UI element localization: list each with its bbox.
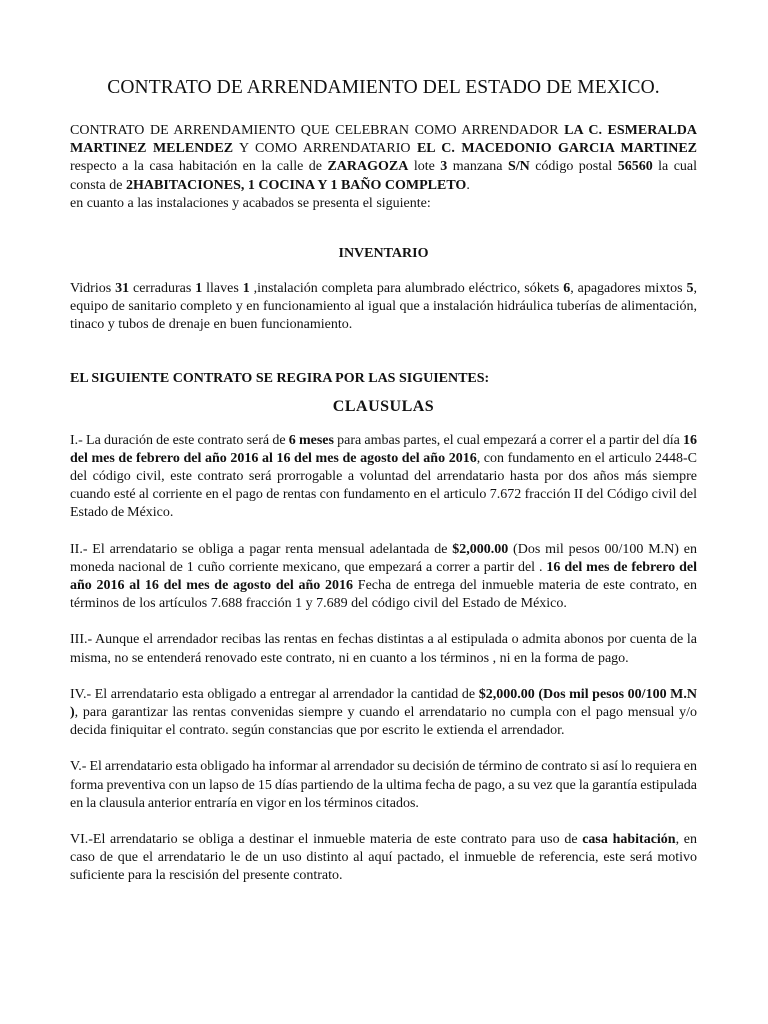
inventario-text: cerraduras — [129, 281, 196, 297]
clausula-text: V.- El arrendatario esta obligado ha informar al arrendador su decisión de término de contrato si así lo requiera en forma preventiva con un lapso de 15 días partiendo de la ultima fecha de pago, a su vez que la garantía estipulada en la clausula anterior entraría en vigor en los términos citados. — [70, 759, 697, 811]
property-use: casa habitación — [582, 832, 676, 848]
cerraduras-count: 1 — [195, 281, 203, 297]
inventario-paragraph — [70, 280, 697, 335]
intro-text: manzana — [447, 159, 508, 175]
intro-text: CONTRATO DE ARRENDAMIENTO QUE CELEBRAN COMO ARRENDADOR — [70, 123, 565, 138]
rules-heading: EL SIGUIENTE CONTRATO SE REGIRA POR LAS SIGUIENTES: — [70, 370, 490, 386]
clausula-3 — [70, 631, 697, 667]
intro-text: la cual consta de — [70, 159, 698, 193]
clausula-5 — [70, 758, 697, 813]
property-description: 2HABITACIONES, 1 COCINA Y 1 BAÑO COMPLETO — [125, 177, 467, 193]
contract-duration: 6 meses — [288, 432, 334, 448]
lot-number: 3 — [440, 159, 448, 175]
clausula-text: IV.- El arrendatario esta obligado a entregar al arrendador la cantidad de — [70, 686, 479, 702]
clausulas-heading: CLAUSULAS — [332, 397, 435, 415]
sokets-count: 6 — [563, 281, 571, 297]
intro-text: Y COMO ARRENDATARIO — [233, 141, 417, 157]
clausula-4 — [70, 686, 697, 741]
clausula-text: II.- El arrendatario se obliga a pagar renta mensual adelantada de — [70, 541, 453, 557]
contract-period: 16 del mes de febrero del año 2016 al 16 del mes de agosto del año 2016 — [70, 432, 697, 466]
inventario-text: Vidrios — [70, 281, 116, 297]
arrendador-name: LA C. ESMERALDA MARTINEZ MELENDEZ — [70, 123, 698, 157]
clausula-2 — [70, 541, 697, 614]
intro-text: . — [466, 177, 470, 193]
clausula-text: VI.-El arrendatario se obliga a destinar el inmueble materia de este contrato para uso de — [70, 832, 583, 848]
deposit-amount: $2,000.00 (Dos mil pesos 00/100 M.N ) — [70, 686, 697, 721]
intro-text: respecto a la casa habitación en la calle de — [70, 159, 328, 175]
rent-amount: $2,000.00 — [452, 541, 509, 557]
clausula-6 — [70, 831, 697, 886]
clausula-text: I.- La duración de este contrato será de — [70, 432, 289, 448]
inventario-text: , equipo de sanitario completo y en funcionamiento al igual que a instalación hidráulica tuberías de alimentación, tinaco y tubos de drenaje en buen funcionamiento. — [70, 281, 698, 333]
block-number: S/N — [507, 159, 530, 175]
vidrios-count: 31 — [115, 281, 130, 297]
clausula-text: Fecha de entrega del inmueble materia de este contrato, en términos de los artículos 7.688 fracción 1 y 7.689 del código civil del Estado de México. — [70, 578, 697, 612]
inventario-heading: INVENTARIO — [338, 246, 429, 262]
intro-text: lote — [408, 159, 441, 175]
document-title: CONTRATO DE ARRENDAMIENTO DEL ESTADO DE MEXICO. — [107, 77, 660, 98]
inventario-text: , apagadores mixtos — [570, 281, 687, 297]
clausula-text: para ambas partes, el cual empezará a correr el a partir del día — [333, 432, 683, 448]
inventario-text: ,instalación completa para alumbrado eléctrico, sókets — [249, 281, 564, 297]
inventario-text: llaves — [202, 281, 243, 297]
street-name: ZARAGOZA — [327, 159, 409, 175]
intro-paragraph — [70, 122, 697, 213]
arrendatario-name: EL C. MACEDONIO GARCIA MARTINEZ — [416, 141, 697, 157]
clausula-1 — [70, 432, 697, 523]
rent-period: 16 del mes de febrero del año 2016 al 16 del mes de agosto del año 2016 — [70, 559, 697, 594]
clausula-text: , en caso de que el arrendatario le de un uso distinto al aquí pactado, el inmueble de referencia, este será motivo suficiente para la rescisión del presente contrato. — [70, 832, 697, 884]
intro-second-line: en cuanto a las instalaciones y acabados se presenta el siguiente: — [70, 195, 431, 211]
intro-text: código postal — [529, 159, 618, 175]
llaves-count: 1 — [242, 281, 250, 297]
apagadores-count: 5 — [686, 281, 694, 297]
clausula-text: , para garantizar las rentas convenidas siempre y cuando el arrendatario no cumpla con el pago mensual y/o decida finiquitar el contrato. según constancias que por escrito le extienda el arrendador. — [70, 705, 697, 739]
postal-code: 56560 — [617, 159, 653, 175]
clausula-text: (Dos mil pesos 00/100 M.N) en moneda nacional de 1 cuño corriente mexicano, que empezará a correr a partir del . — [70, 541, 697, 575]
clausula-text: , con fundamento en el articulo 2448-C del código civil, este contrato será prorrogable a voluntad del arrendatario hasta por dos años más siempre cuando esté al corriente en el pago de rentas con fundamento en el articulo 7.672 fracción II del Código civil del Estado de México. — [70, 450, 698, 521]
clausula-text: III.- Aunque el arrendador recibas las rentas en fechas distintas a al estipulada o admita abonos por cuenta de la misma, no se entenderá renovado este contrato, ni en cuanto a los términos , ni en la forma de pago. — [70, 632, 697, 666]
